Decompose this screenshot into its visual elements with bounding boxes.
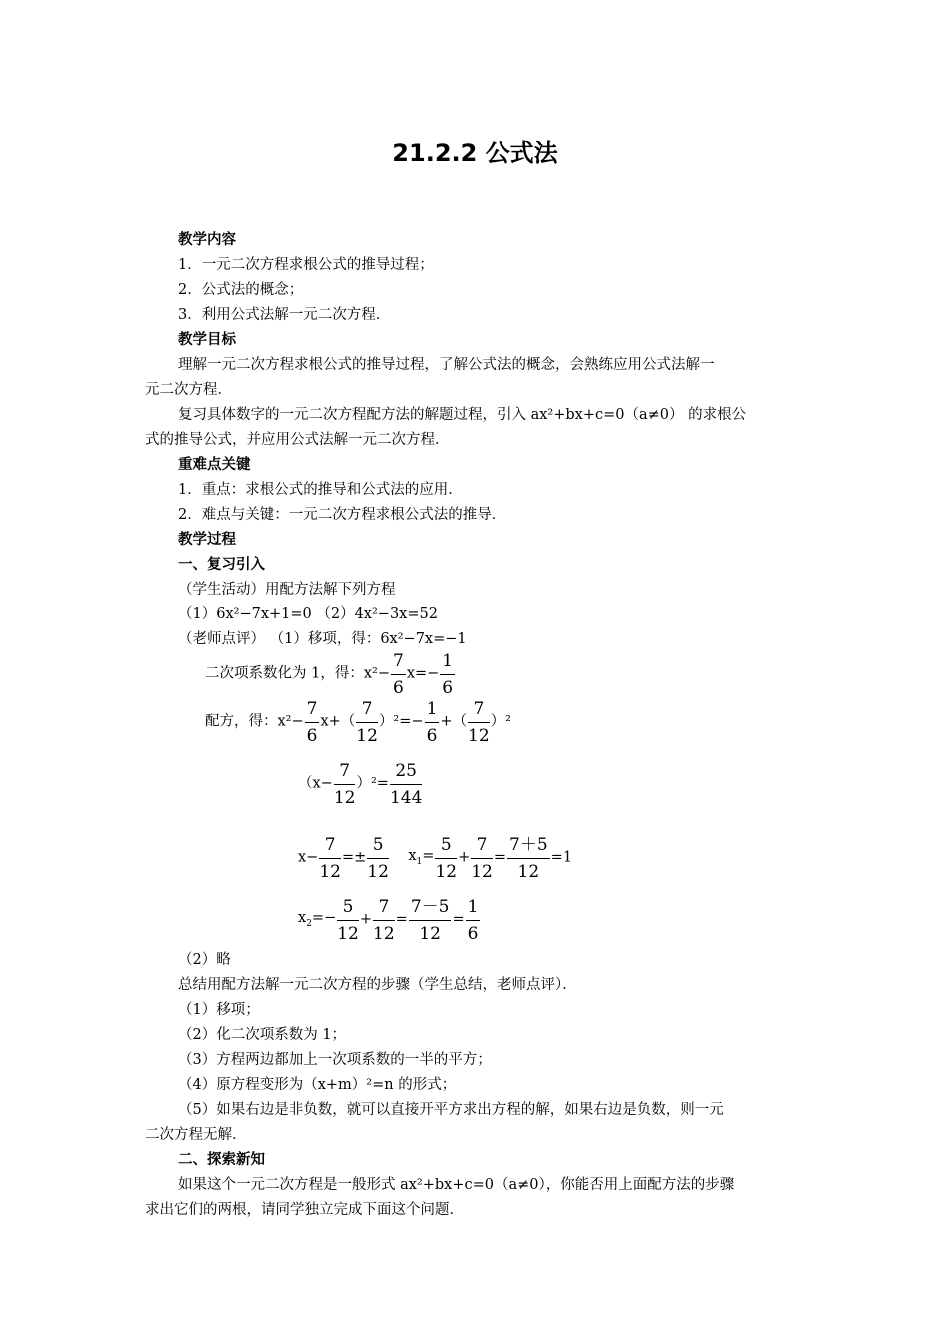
key-heading: 重难点关键 — [178, 457, 251, 473]
math-step-complete-square: 配方，得：x²− $\frac{7}{6}$ x+（ $\frac{7}{12}$ ）²=− $\frac{1}{6}$ +（ $\frac{7}{12}$ ）² — [205, 699, 512, 746]
summary-text: 总结用配方法解一元二次方程的步骤（学生总结，老师点评）． — [178, 977, 577, 993]
math-step-coefficient: 二次项系数化为 1，得：x²− $\frac{7}{6}$ x=− $\frac{1}{6}$ — [205, 651, 454, 698]
explore-paragraph: 求出它们的两根，请同学独立完成下面这个问题． — [145, 1202, 464, 1218]
math-step-root-x2: $x_2=-$ $\frac{5}{12}$ + $\frac{7}{12}$ = $\frac{7-5}{12}$ = $\frac{1}{6}$ — [298, 897, 479, 944]
student-activity: （学生活动）用配方法解下列方程 — [178, 582, 396, 598]
summary-step: （1）移项； — [178, 1002, 260, 1018]
review-heading: 一、复习引入 — [178, 557, 265, 573]
summary-step: 二次方程无解． — [145, 1127, 247, 1143]
math-step-square-form: （x− $\frac{7}{12}$ ）²= $\frac{25}{144}$ — [298, 761, 423, 808]
goal-heading: 教学目标 — [178, 332, 236, 348]
summary-step: （4）原方程变形为（x+m）²=n 的形式； — [178, 1077, 457, 1093]
teacher-comment: （老师点评） （1）移项，得：6x²−7x=−1 — [178, 631, 467, 647]
omit-text: （2）略 — [178, 952, 231, 968]
process-heading: 教学过程 — [178, 532, 236, 548]
key-item: 2．难点与关键：一元二次方程求根公式法的推导． — [178, 507, 507, 523]
summary-step: （5）如果右边是非负数，就可以直接开平方求出方程的解，如果右边是负数，则一元 — [178, 1102, 724, 1118]
summary-step: （3）方程两边都加上一次项系数的一半的平方； — [178, 1052, 492, 1068]
key-item: 1．重点：求根公式的推导和公式法的应用． — [178, 482, 463, 498]
goal-paragraph: 元二次方程． — [145, 382, 232, 398]
summary-step: （2）化二次项系数为 1； — [178, 1027, 347, 1043]
content-item: 1．一元二次方程求根公式的推导过程； — [178, 257, 434, 273]
content-item: 3．利用公式法解一元二次方程． — [178, 307, 391, 323]
goal-paragraph: 复习具体数字的一元二次方程配方法的解题过程，引入 ax²+bx+c=0（a≠0） 的求根公 — [178, 407, 747, 423]
goal-paragraph: 理解一元二次方程求根公式的推导过程，了解公式法的概念，会熟练应用公式法解一 — [178, 357, 715, 373]
page-title: 21.2.2 公式法 — [392, 139, 558, 167]
explore-paragraph: 如果这个一元二次方程是一般形式 ax²+bx+c=0（a≠0），你能否用上面配方法的步骤 — [178, 1177, 735, 1193]
content-heading: 教学内容 — [178, 232, 236, 248]
explore-heading: 二、探索新知 — [178, 1152, 265, 1168]
content-item: 2．公式法的概念； — [178, 282, 304, 298]
goal-paragraph: 式的推导公式，并应用公式法解一元二次方程． — [145, 432, 450, 448]
math-step-root-x1: x− $\frac{7}{12}$ =± $\frac{5}{12}$ $x_1=$ $\frac{5}{12}$ + $\frac{7}{12}$ = $\frac{7+5}{12}$ =1 — [298, 835, 573, 882]
equations: （1）6x²−7x+1=0 （2）4x²−3x=52 — [178, 606, 438, 622]
